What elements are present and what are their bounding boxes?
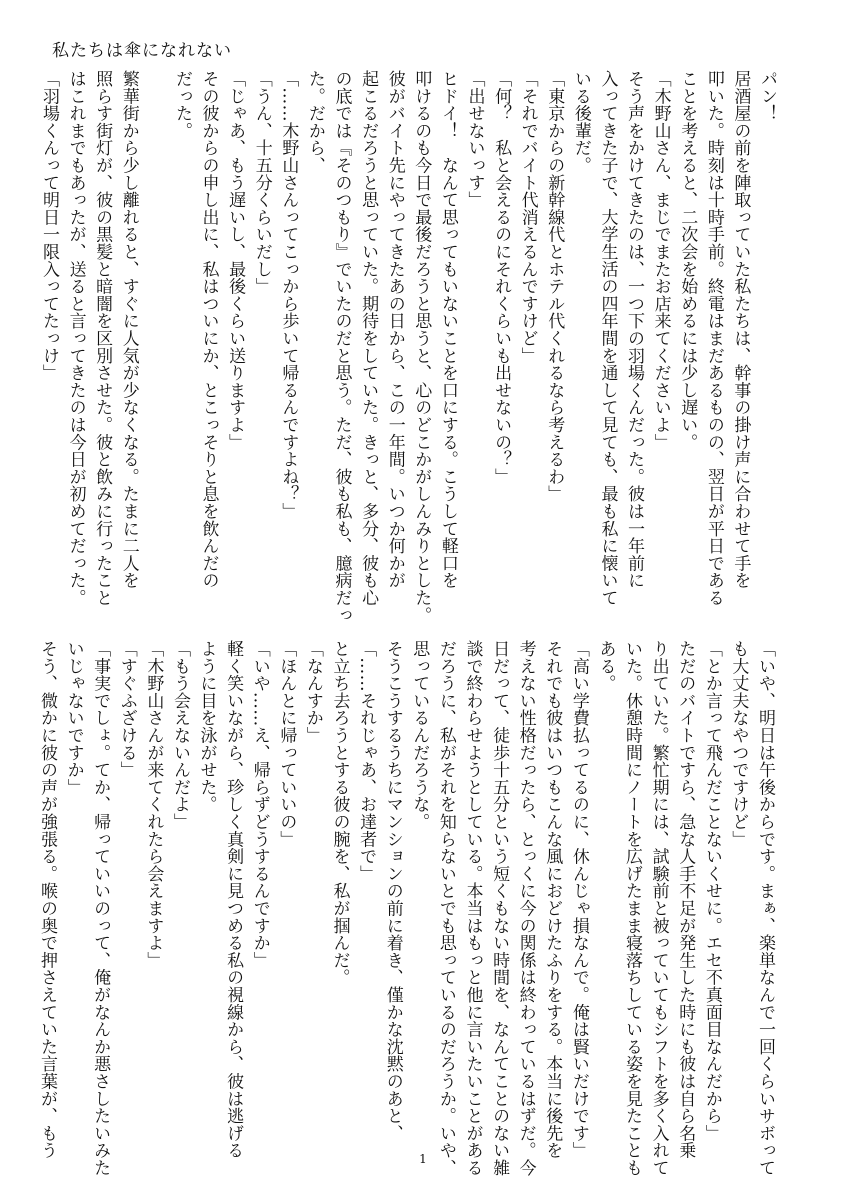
text-line: 「事実でしょ。てか、帰っていいのって、俺がなんか悪さしたいみた: [90, 640, 111, 1177]
text-line: 叩いた。時刻は十時手前。終電はまだあるものの、翌日が平日である: [703, 70, 724, 607]
text-line: ある。: [595, 640, 616, 692]
text-line: 「それでバイト代消えるんですけど」: [517, 70, 538, 365]
text-line: いじゃないですか」: [63, 640, 84, 796]
text-line: 「ほんとに帰っていいの」: [276, 640, 297, 848]
text-line: 日だって、徒歩十五分という短くもない時間を、なんてことのない雑: [489, 640, 510, 1177]
text-line: 「いや……え、帰らずどうするんですか」: [249, 640, 270, 969]
text-line: 叩けるのも今日で最後だろうと思うと、心のどこかがしんみりとした。: [411, 70, 432, 624]
blank-line: [142, 70, 169, 590]
text-line: 照らす街灯が、彼の黒髪と暗闇を区別させた。彼と飲みに行ったこと: [92, 70, 113, 607]
text-line: た。だから、: [304, 70, 325, 174]
text-line: ことを考えると、二次会を始めるには少し遅い。: [677, 70, 698, 451]
text-line: 「何？ 私と会えるのにそれくらいも出せないの？」: [491, 70, 512, 486]
text-line: 思っているんだろうな。: [409, 640, 430, 831]
text-line: り出ていた。繁忙期には、試験前と被っていてもシフトを多く入れて: [648, 640, 669, 1177]
page-number: 1: [419, 1152, 427, 1166]
text-line: 「東京からの新幹線代とホテル代くれるなら考えるわ」: [544, 70, 565, 503]
text-line: ヒドイ！ なんて思ってもいないことを口にする。こうして軽口を: [437, 70, 458, 589]
text-line: そう、微かに彼の声が強張る。喉の奥で押さえていた言葉が、もう: [36, 640, 57, 1159]
text-line: と立ち去ろうとする彼の腕を、私が掴んだ。: [329, 640, 350, 986]
text-line: 「木野山さん、まじでまたお店来てくださいよ」: [650, 70, 671, 451]
text-line: 「羽場くんって明日一限入ってたっけ」: [38, 70, 59, 382]
text-line: ただのバイトですら、急な人手不足が発生した時にも彼は自ら名乗: [675, 640, 696, 1159]
text-line: 「うん、十五分くらいだし」: [251, 70, 272, 295]
text-line: 彼がバイト先にやってきたあの日から、この一年間。いつか何かが: [384, 70, 405, 589]
lower-text-block: [36, 640, 778, 1177]
text-line: 入ってきた子で、大学生活の四年間を通して見ても、最も私に懐いて: [597, 70, 618, 607]
text-line: 軽く笑いながら、珍しく真剣に見つめる私の視線から、彼は逃げる: [223, 640, 244, 1159]
text-line: 「……それじゃあ、お達者で」: [356, 640, 377, 883]
text-line: 「出せないっす」: [464, 70, 485, 209]
text-line: も大丈夫なやつですけど」: [728, 640, 749, 848]
text-line: 「とか言って飛んだことないくせに。エセ不真面目なんだから」: [701, 640, 722, 1142]
text-line: 「いや、明日は午後からです。まぁ、楽単なんで一回くらいサボって: [755, 640, 775, 1177]
text-line: 「なんすか」: [302, 640, 323, 744]
document-title: 私たちは傘になれない: [52, 41, 232, 61]
text-line: 「木野山さんが来てくれたら会えますよ」: [143, 640, 164, 969]
text-line: 「もう会えないんだよ」: [169, 640, 190, 831]
text-line: その彼からの申し出に、私はついにか、とこっそりと息を飲んだの: [198, 70, 219, 589]
text-line: だろうに、私がそれを知らないとでも思っているのだろうか。いや、: [435, 640, 456, 1177]
text-line: 繁華街から少し離れると、すぐに人気が少なくなる。たまに二人を: [118, 70, 139, 589]
text-line: 「高い学費払ってるのに、休んじゃ損なんで。俺は賢いだけです」: [568, 640, 589, 1159]
text-line: 考えない性格だったら、とっくに今の関係は終わっているはずだ。今: [515, 640, 536, 1177]
text-line: パン！: [757, 70, 777, 122]
text-line: だった。: [171, 70, 192, 140]
text-line: はこれまでもあったが、送ると言ってきたのは今日が初めてだった。: [65, 70, 86, 607]
text-line: 起こるだろうと思っていた。期待をしていた。きっと、多分、彼も心: [358, 70, 379, 607]
text-line: の底では『そのつもり』でいたのだと思う。ただ、彼も私も、臆病だっ: [331, 70, 352, 624]
text-line: それでも彼はいつもこんな風におどけたふりをする。本当に後先を: [542, 640, 563, 1159]
text-line: 談で終わらせようとしている。本当はもっと他に言いたいことがある: [462, 640, 483, 1177]
text-line: そう声をかけてきたのは、一つ下の羽場くんだった。彼は一年前に: [624, 70, 645, 589]
text-line: ように目を泳がせた。: [196, 640, 217, 813]
text-line: 「すぐふざける」: [116, 640, 137, 779]
text-line: 「じゃあ、もう遅いし、最後くらい送りますよ」: [225, 70, 246, 451]
text-line: そうこうするうちにマンションの前に着き、僅かな沈黙のあと、: [382, 640, 403, 1142]
text-line: いる後輩だ。: [570, 70, 591, 174]
text-line: 「……木野山さんってこっから歩いて帰るんですよね？」: [278, 70, 299, 520]
upper-text-block: [38, 70, 780, 624]
text-line: 居酒屋の前を陣取っていた私たちは、幹事の掛け声に合わせて手を: [730, 70, 751, 589]
text-line: いた。休憩時間にノートを広げたまま寝落ちしている姿を見たことも: [622, 640, 643, 1177]
